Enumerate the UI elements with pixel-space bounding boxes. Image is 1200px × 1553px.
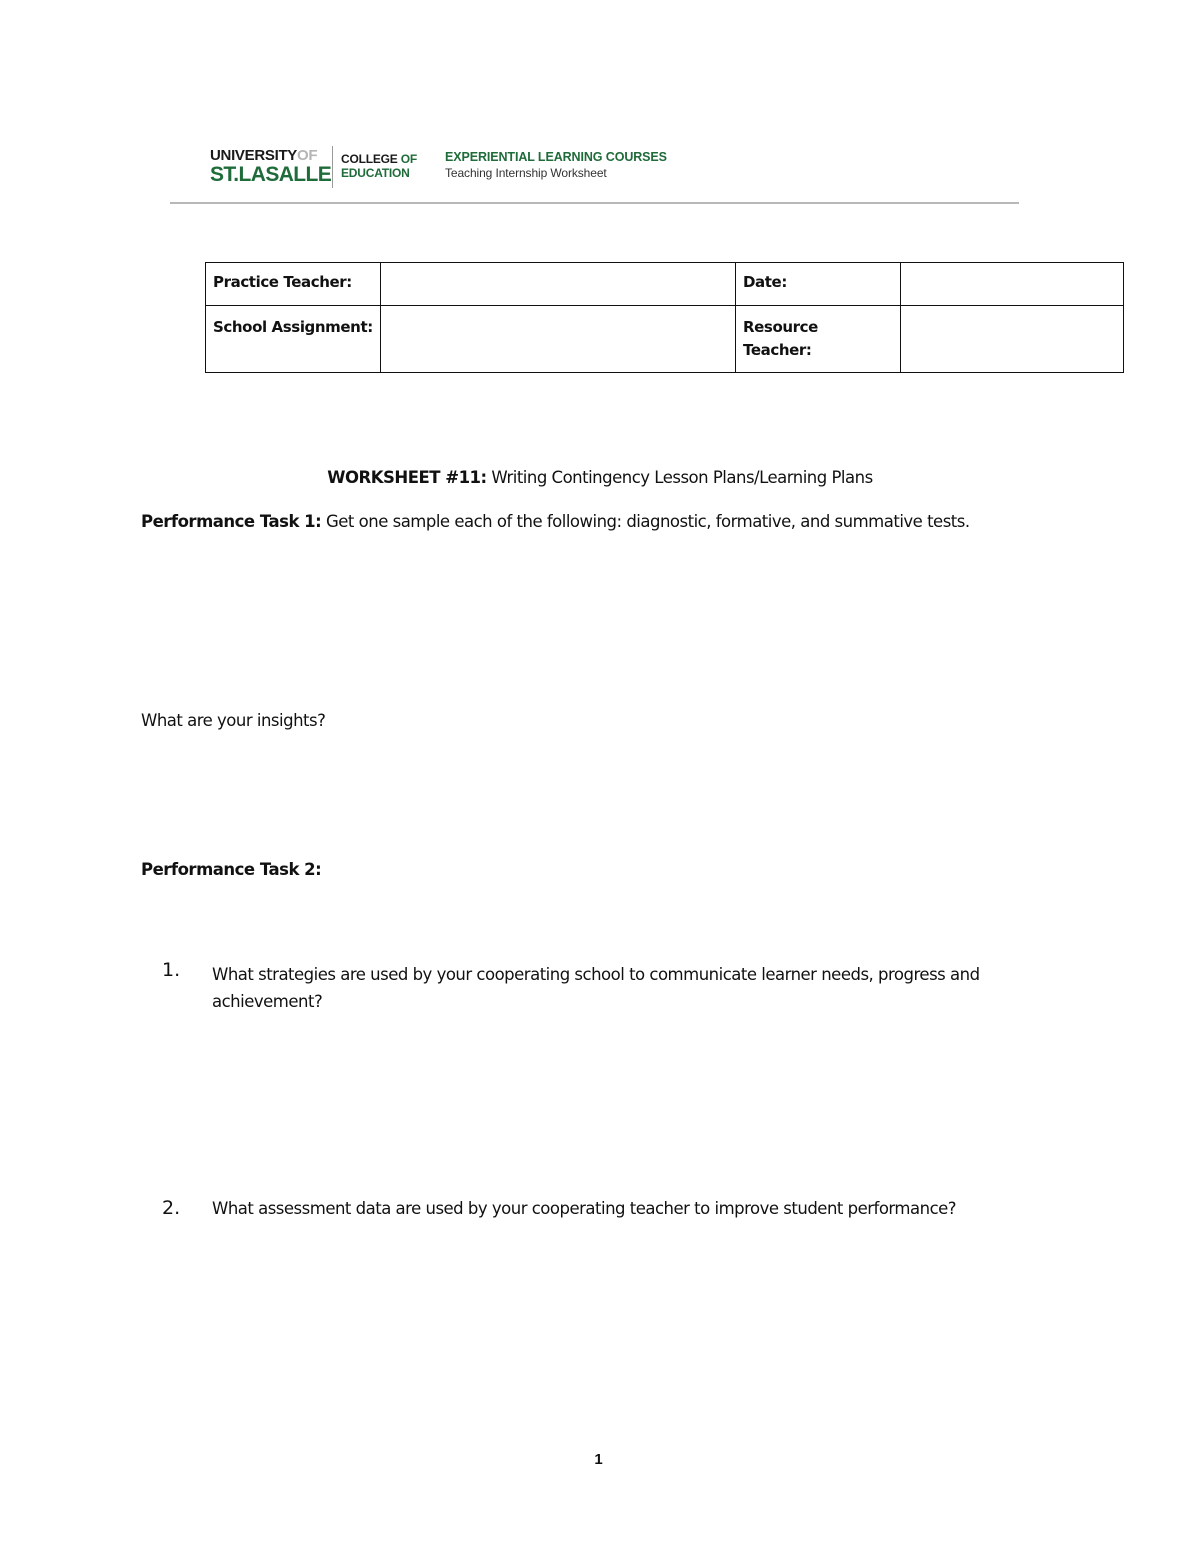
resource-teacher-field[interactable] [901, 306, 1124, 373]
worksheet-topic: Writing Contingency Lesson Plans/Learning Plans [486, 468, 873, 487]
header-subtitle: Teaching Internship Worksheet [445, 166, 607, 180]
logo-of-text: OF [297, 147, 318, 164]
question-1-number: 1. [162, 959, 181, 981]
page-number: 1 [594, 1451, 603, 1468]
header-title: EXPERIENTIAL LEARNING COURSES [445, 150, 667, 164]
performance-task-2-label: Performance Task 2: [141, 860, 322, 879]
info-table [205, 262, 1124, 373]
worksheet-number: WORKSHEET #11: [327, 468, 487, 487]
question-2-number: 2. [162, 1197, 181, 1219]
resource-teacher-label [736, 306, 901, 373]
question-1-text: What strategies are used by your cooperating school to communicate learner needs, progress and achievement? [212, 965, 980, 1011]
logo-college-text: COLLEGE [341, 152, 398, 166]
logo-divider [332, 146, 333, 188]
practice-teacher-label: Practice Teacher: [206, 263, 381, 306]
date-field[interactable] [901, 263, 1124, 306]
task-1-text: Get one sample each of the following: diagnostic, formative, and summative tests. [321, 512, 970, 531]
school-assignment-label: School Assignment: [206, 306, 381, 373]
table-row [206, 263, 1124, 306]
college-logo [341, 152, 417, 180]
task-1-label: Performance Task 1: [141, 512, 322, 531]
worksheet-title [0, 468, 1200, 487]
performance-task-1 [141, 512, 970, 531]
header-divider [170, 202, 1019, 204]
insights-prompt: What are your insights? [141, 711, 326, 730]
date-label: Date: [736, 263, 901, 306]
question-2-text: What assessment data are used by your cooperating teacher to improve student performance? [212, 1199, 957, 1218]
practice-teacher-field[interactable] [381, 263, 736, 306]
logo-education-text: EDUCATION [341, 166, 410, 180]
table-row [206, 306, 1124, 373]
logo-college-of-text: OF [400, 152, 418, 166]
logo-st-lasalle-text: ST.LASALLE [210, 163, 332, 186]
university-logo [210, 147, 330, 186]
logo-university-text: UNIVERSITY [210, 147, 298, 164]
resource-teacher-label-line1: Resource [743, 318, 818, 336]
resource-teacher-label-line2: Teacher: [743, 341, 812, 359]
school-assignment-field[interactable] [381, 306, 736, 373]
